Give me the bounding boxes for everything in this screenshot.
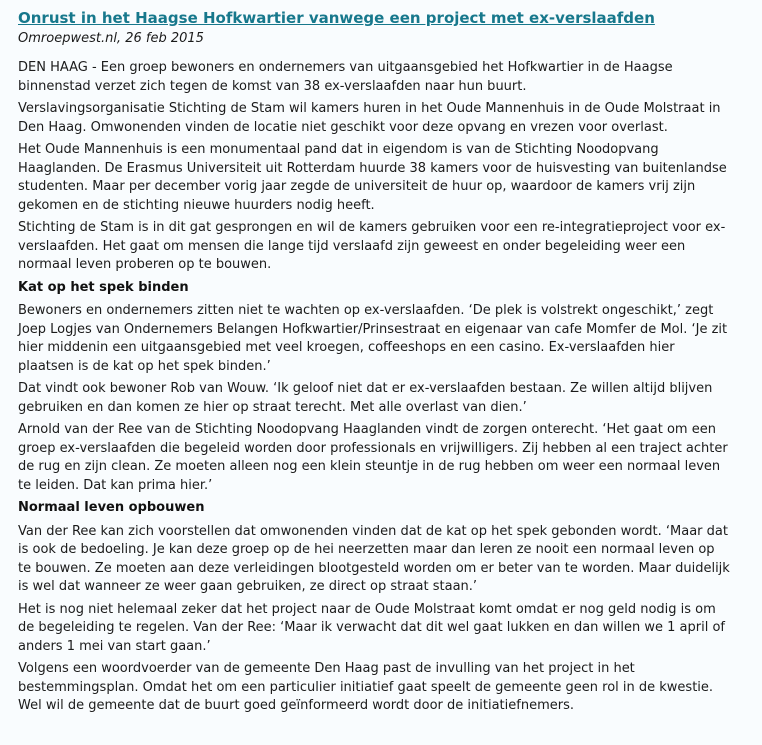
paragraph: Dat vindt ook bewoner Rob van Wouw. ‘Ik geloof niet dat er ex-verslaafden bestaan. Ze willen altijd blijven gebruiken en dan komen ze hier op straat terecht. Met alle overlast van dien.’	[18, 381, 713, 415]
paragraph: Van der Ree kan zich voorstellen dat omwonenden vinden dat de kat op het spek gebonden wordt. ‘Maar dat is ook de bedoeling. Je kan deze groep op de hei neerzetten maar dan leren ze nooit een normaal leven op te bouwen. Ze moeten aan deze verleidingen blootgesteld worden om er beter van te worden. Maar duidelijk is wel dat wanneer ze weer gaan gebruiken, ze direct op straat staan.’	[18, 523, 730, 594]
paragraph-lead: DEN HAAG - Een groep bewoners en ondernemers van uitgaansgebied het Hofkwartier in de Haagse binnenstad verzet zich tegen de komst van 38 ex-verslaafden naar hun buurt.	[18, 60, 673, 94]
paragraph: Arnold van der Ree van de Stichting Noodopvang Haaglanden vindt de zorgen onterecht. ‘Het gaat om een groep ex-verslaafden die begeleid worden door professionals en vrijwilligers. Zij hebben al een traject achter de rug en zijn clean. Ze moeten alleen nog een klein steuntje in de rug hebben om weer een normaal leven te leiden. Dat kan prima hier.’	[18, 422, 728, 493]
paragraph: Stichting de Stam is in dit gat gesprongen en wil de kamers gebruiken voor een re-integratieproject voor ex-verslaafden. Het gaat om mensen die lange tijd verslaafd zijn geweest en onder begeleiding weer een normaal leven proberen op te bouwen.	[18, 220, 726, 272]
section-heading-kat-op-het-spek-binden: Kat op het spek binden	[18, 279, 189, 295]
paragraph: Volgens een woordvoerder van de gemeente Den Haag past de invulling van het project in het bestemmingsplan. Omdat het om een particulier initiatief gaat speelt de gemeente geen rol in de kwestie. Wel wil de gemeente dat de buurt goed geïnformeerd wordt door de initiatiefnemers.	[18, 661, 714, 713]
paragraph: Bewoners en ondernemers zitten niet te wachten op ex-verslaafden. ‘De plek is volstrekt ongeschikt,’ zegt Joep Logjes van Ondernemers Belangen Hofkwartier/Prinsestraat en eigenaar van cafe Momfer de Mol. ‘Je zit hier middenin een uitgaansgebied met veel kroegen, coffeeshops en een casino. Ex-verslaafden hier plaatsen is de kat op het spek binden.’	[18, 303, 728, 374]
paragraph: Het Oude Mannenhuis is een monumentaal pand dat in eigendom is van de Stichting Noodopvang Haaglanden. De Erasmus Universiteit uit Rotterdam huurde 38 kamers voor de huisvesting van buitenlandse studenten. Maar per december vorig jaar zegde de universiteit de huur op, waardoor de kamers vrij zijn gekomen en de stichting nieuwe huurders nodig heeft.	[18, 142, 727, 213]
section-heading-normaal-leven-opbouwen: Normaal leven opbouwen	[18, 500, 205, 515]
paragraph: Het is nog niet helemaal zeker dat het project naar de Oude Molstraat komt omdat er nog geld nodig is om de begeleiding te regelen. Van der Ree: ‘Maar ik verwacht dat dit wel gaat lukken en dan willen we 1 april of anders 1 mei van start gaan.’	[18, 601, 725, 654]
article-title-link[interactable]: Onrust in het Haagse Hofkwartier vanwege een project met ex-verslaafden	[18, 9, 655, 27]
article-byline: Omroepwest.nl, 26 feb 2015	[18, 31, 204, 46]
paragraph: Verslavingsorganisatie Stichting de Stam wil kamers huren in het Oude Mannenhuis in de Oude Molstraat in Den Haag. Omwonenden vinden de locatie niet geschikt voor deze opvang en vrezen voor overlast.	[18, 101, 721, 135]
